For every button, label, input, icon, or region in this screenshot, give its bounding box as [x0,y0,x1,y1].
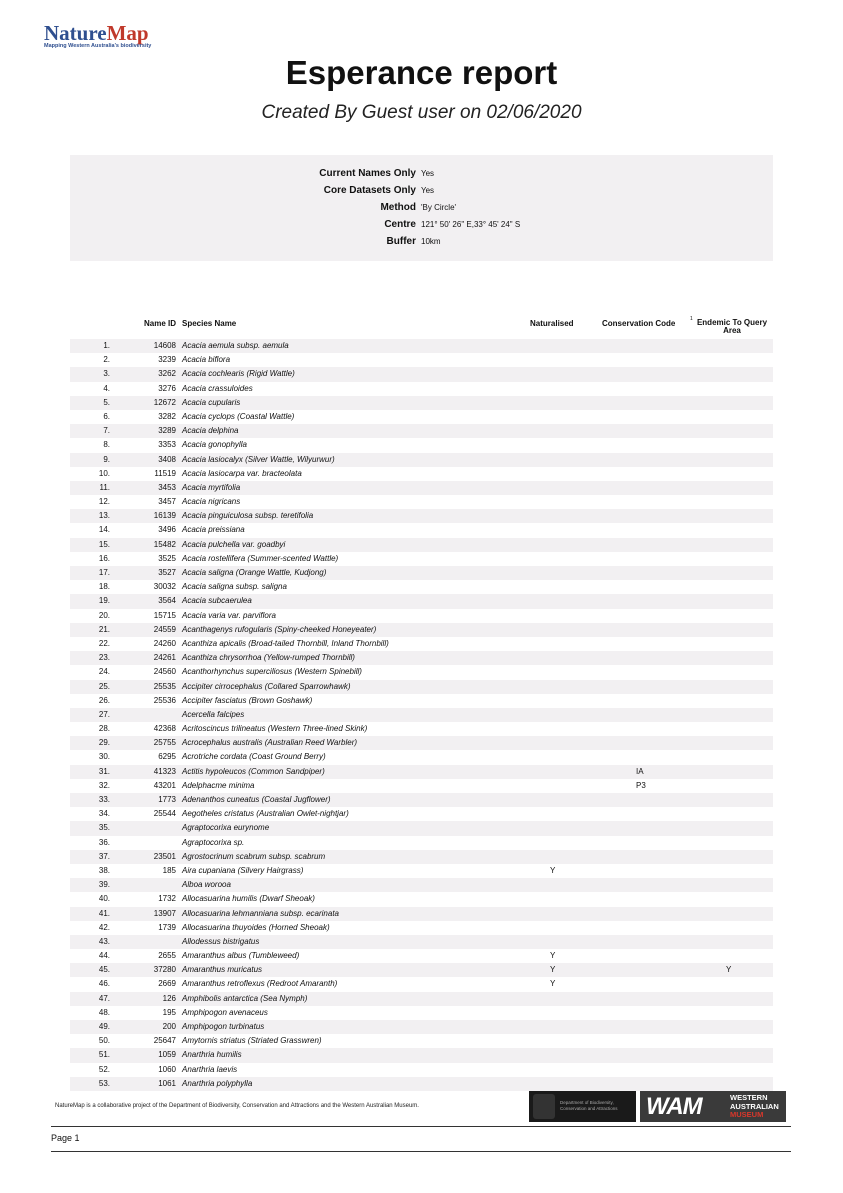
table-row [70,665,773,679]
row-number: 36. [98,837,110,847]
row-species-name: Allocasuarina lehmanniana subsp. ecarinata [182,908,339,918]
table-row [70,594,773,608]
row-number: 37. [98,851,110,861]
row-name-id: 41323 [153,766,176,776]
row-name-id: 23501 [153,851,176,861]
row-name-id: 3262 [158,369,176,379]
row-number: 12. [98,497,110,507]
row-species-name: Acrotriche cordata (Coast Ground Berry) [182,752,326,762]
wam-logo [640,1091,786,1122]
row-species-name: Accipiter cirrocephalus (Collared Sparrowhawk) [182,681,351,691]
table-row [70,850,773,864]
dbca-logo [529,1091,636,1122]
row-species-name: Amphipogon turbinatus [182,1022,265,1031]
row-species-name: Acanthiza apicalis (Broad-tailed Thornbill, Inland Thornbill) [182,638,389,648]
row-number: 50. [98,1036,110,1046]
row-species-name: Agraptocorixa sp. [182,837,245,847]
row-species-name: Accipiter fasciatus (Brown Goshawk) [182,695,313,705]
row-species-name: Acacia gonophylla [182,440,247,450]
row-species-name: Acacia preissiana [182,525,245,535]
table-row [70,949,773,963]
param-label: Current Names Only [319,168,416,179]
table-row [70,722,773,736]
row-number: 51. [98,1050,110,1060]
table-row [70,467,773,481]
report-subtitle: Created By Guest user on 02/06/2020 [261,102,582,123]
table-row [70,566,773,580]
row-number: 16. [98,553,110,563]
table-row [70,935,773,949]
dbca-text-1: Department of Biodiversity, [560,1100,614,1105]
row-species-name: Adelphacme minima [182,780,255,790]
row-name-id: 3276 [158,383,176,393]
param-core-datasets [70,185,773,202]
page-number: Page 1 [51,1133,80,1143]
row-number: 39. [98,880,110,890]
row-number: 52. [98,1064,110,1074]
row-number: 22. [98,638,110,648]
row-number: 49. [98,1022,110,1031]
table-row [70,623,773,637]
species-table [70,339,773,1091]
row-species-name: Acacia rostellifera (Summer-scented Wattle) [182,553,339,563]
row-name-id: 1061 [158,1078,176,1088]
row-number: 2. [103,355,110,365]
table-row [70,736,773,750]
row-name-id: 2669 [158,979,176,989]
table-row [70,424,773,438]
table-row [70,1034,773,1048]
row-number: 41. [98,908,110,918]
param-value: 10km [421,237,441,246]
row-number: 13. [98,511,110,521]
row-number: 4. [103,383,110,393]
row-number: 42. [98,922,110,932]
row-number: 21. [98,624,110,634]
row-number: 30. [98,752,110,762]
row-name-id: 3289 [158,426,176,436]
row-name-id: 25535 [153,681,176,691]
row-species-name: Agrostocrinum scabrum subsp. scabrum [182,851,326,861]
row-name-id: 12672 [153,397,176,407]
table-row [70,836,773,850]
table-row [70,382,773,396]
row-species-name: Acacia nigricans [182,497,241,507]
row-number: 15. [98,539,110,549]
row-name-id: 3525 [158,553,176,563]
table-row [70,552,773,566]
row-species-name: Agraptocorixa eurynome [182,823,270,833]
row-name-id: 126 [162,993,176,1003]
row-name-id: 24261 [153,653,176,663]
row-number: 10. [98,468,110,478]
table-row [70,750,773,764]
row-species-name: Acacia saligna (Orange Wattle, Kudjong) [182,568,327,577]
row-name-id: 3453 [158,482,176,492]
table-row [70,410,773,424]
row-number: 19. [98,596,110,606]
row-species-name: Aegotheles cristatus (Australian Owlet-nightjar) [182,809,349,819]
row-name-id: 1059 [158,1050,176,1060]
table-row [70,1006,773,1020]
wam-logo-mark: WAM [646,1093,702,1120]
row-name-id: 42368 [153,724,176,734]
wam-line2: AUSTRALIAN [730,1101,779,1111]
row-naturalised: Y [550,865,556,875]
logo-name-part2: Map [106,21,149,45]
dbca-text-2: Conservation and Attractions [560,1106,618,1111]
param-centre [70,219,773,236]
param-method [70,202,773,219]
param-label: Buffer [386,236,416,247]
row-species-name: Acacia pinguiculosa subsp. teretifolia [182,511,314,521]
row-species-name: Acacia myrtifolia [182,482,241,492]
table-header [0,316,843,341]
row-species-name: Adenanthos cuneatus (Coastal Jugflower) [182,795,331,804]
row-number: 23. [98,653,110,663]
row-number: 17. [98,568,110,577]
row-species-name: Amphibolis antarctica (Sea Nymph) [182,993,308,1003]
row-number: 7. [103,426,110,436]
row-name-id: 43201 [153,780,176,790]
row-species-name: Anarthria polyphylla [182,1078,253,1088]
param-value: 121° 50' 26" E,33° 45' 24" S [421,220,521,229]
row-number: 43. [98,936,110,946]
row-name-id: 3496 [158,525,176,535]
row-name-id: 16139 [153,511,176,521]
crest-icon [533,1094,555,1119]
header-conservation-code: Conservation Code [602,319,676,328]
table-row [70,353,773,367]
table-row [70,992,773,1006]
row-conservation-code: IA [636,766,644,776]
row-number: 18. [98,582,110,592]
row-number: 40. [98,894,110,904]
table-row [70,963,773,977]
row-number: 9. [103,454,110,464]
row-number: 24. [98,667,110,677]
logo-name-part1: Nature [44,21,107,45]
table-row [70,1063,773,1077]
row-name-id: 24559 [153,624,176,634]
row-number: 53. [98,1078,110,1088]
row-species-name: Acacia delphina [182,426,239,436]
row-number: 25. [98,681,110,691]
row-number: 44. [98,951,110,961]
header-species-name: Species Name [182,319,237,328]
row-number: 31. [98,766,110,776]
row-species-name: Allodessus bistrigatus [182,936,260,946]
table-row [70,651,773,665]
row-number: 29. [98,738,110,748]
row-species-name: Acacia cochlearis (Rigid Wattle) [182,369,295,379]
row-species-name: Aira cupaniana (Silvery Hairgrass) [182,865,304,875]
row-name-id: 25544 [153,809,176,819]
row-name-id: 1732 [158,894,176,904]
row-species-name: Allocasuarina humilis (Dwarf Sheoak) [182,894,315,904]
table-row [70,821,773,835]
table-row [70,708,773,722]
row-species-name: Acrocephalus australis (Australian Reed Warbler) [182,738,358,748]
row-endemic: Y [726,965,732,975]
row-name-id: 3239 [158,355,176,365]
row-species-name: Acacia pulchella var. goadbyi [182,539,286,549]
table-row [70,1077,773,1091]
row-species-name: Amphipogon avenaceus [182,1007,268,1017]
row-species-name: Amaranthus albus (Tumbleweed) [182,951,300,961]
table-row [70,694,773,708]
report-parameters [70,155,773,261]
table-row [70,793,773,807]
row-species-name: Alboa worooa [182,880,231,890]
row-species-name: Amaranthus retroflexus (Redroot Amaranth) [182,979,338,989]
row-name-id: 3564 [158,596,176,606]
row-name-id: 200 [162,1022,176,1031]
row-species-name: Acacia cyclops (Coastal Wattle) [182,411,295,421]
row-species-name: Acacia varia var. parviflora [182,610,276,620]
row-species-name: Acacia crassuloides [182,383,253,393]
footer-credit: NatureMap is a collaborative project of the Department of Biodiversity, Conservation and Attractions and the Western Australian Museum. [55,1103,419,1109]
table-row [70,864,773,878]
table-row [70,495,773,509]
row-number: 32. [98,780,110,790]
row-name-id: 25755 [153,738,176,748]
table-row [70,367,773,381]
table-row [70,523,773,537]
row-species-name: Acercella falcipes [182,709,245,719]
row-name-id: 3408 [158,454,176,464]
table-row [70,438,773,452]
row-species-name: Amytornis striatus (Striated Grasswren) [182,1036,322,1046]
row-number: 45. [98,965,110,975]
row-naturalised: Y [550,951,556,961]
table-row [70,680,773,694]
row-number: 3. [103,369,110,379]
table-row [70,339,773,353]
table-row [70,878,773,892]
param-value: Yes [421,186,435,195]
row-species-name: Actitis hypoleucos (Common Sandpiper) [182,766,325,776]
row-name-id: 14608 [153,341,176,350]
param-value: Yes [421,169,435,178]
row-species-name: Acacia lasiocarpa var. bracteolata [182,468,302,478]
param-current-names [70,168,773,185]
page-bottom-rule [51,1151,791,1152]
table-row [70,538,773,552]
row-name-id: 3457 [158,497,176,507]
footer-divider [51,1126,791,1127]
row-name-id: 15715 [153,610,176,620]
row-species-name: Acacia cupularis [182,397,241,407]
row-name-id: 30032 [153,582,176,592]
table-row [70,481,773,495]
row-name-id: 3353 [158,440,176,450]
naturemap-logo [44,22,151,49]
table-row [70,892,773,906]
row-species-name: Allocasuarina thuyoides (Horned Sheoak) [182,922,330,932]
row-species-name: Acanthiza chrysorrhoa (Yellow-rumped Thornbill) [182,653,355,663]
table-row [70,637,773,651]
table-row [70,1048,773,1062]
row-number: 46. [98,979,110,989]
row-species-name: Acacia aemula subsp. aemula [182,341,289,350]
row-species-name: Anarthria humilis [182,1050,242,1060]
row-number: 1. [103,341,110,350]
table-row [70,977,773,991]
row-name-id: 13907 [153,908,176,918]
table-row [70,765,773,779]
row-name-id: 1739 [158,922,176,932]
row-number: 34. [98,809,110,819]
row-naturalised: Y [550,979,556,989]
row-name-id: 185 [162,865,176,875]
header-endemic: Endemic To Query Area [696,318,768,335]
header-endemic-superscript: 1 [690,316,693,322]
row-name-id: 15482 [153,539,176,549]
wam-line3: MUSEUM [730,1110,764,1119]
row-number: 33. [98,795,110,804]
row-naturalised: Y [550,965,556,975]
row-number: 35. [98,823,110,833]
row-number: 28. [98,724,110,734]
row-name-id: 1060 [158,1064,176,1074]
row-species-name: Amaranthus muricatus [182,965,263,975]
row-name-id: 195 [162,1007,176,1017]
row-name-id: 3282 [158,411,176,421]
param-buffer [70,236,773,253]
table-row [70,779,773,793]
row-number: 27. [98,709,110,719]
row-species-name: Acanthorhynchus superciliosus (Western Spinebill) [182,667,362,677]
row-name-id: 24260 [153,638,176,648]
row-number: 14. [98,525,110,535]
row-number: 6. [103,411,110,421]
row-name-id: 25536 [153,695,176,705]
param-value: 'By Circle' [421,203,457,212]
table-row [70,1020,773,1034]
table-row [70,907,773,921]
wam-line1: WESTERN [730,1093,768,1102]
row-name-id: 24560 [153,667,176,677]
table-row [70,807,773,821]
row-number: 20. [98,610,110,620]
row-name-id: 1773 [158,795,176,804]
table-row [70,396,773,410]
logo-tagline: Mapping Western Australia's biodiversity [44,43,152,49]
row-species-name: Acacia saligna subsp. saligna [182,582,287,592]
row-number: 5. [103,397,110,407]
row-species-name: Anarthria laevis [182,1064,238,1074]
row-number: 47. [98,993,110,1003]
table-row [70,580,773,594]
row-conservation-code: P3 [636,780,646,790]
row-number: 26. [98,695,110,705]
report-title: Esperance report [285,54,558,91]
row-name-id: 2655 [158,951,176,961]
param-label: Core Datasets Only [323,185,416,196]
table-row [70,921,773,935]
row-species-name: Acacia lasiocalyx (Silver Wattle, Wilyurwur) [182,454,335,464]
row-species-name: Acacia subcaerulea [182,596,252,606]
row-number: 38. [98,865,110,875]
row-species-name: Acacia biflora [182,355,231,365]
row-number: 8. [103,440,110,450]
row-name-id: 3527 [158,568,176,577]
row-name-id: 25647 [153,1036,176,1046]
header-naturalised: Naturalised [530,319,574,328]
table-row [70,453,773,467]
header-name-id: Name ID [143,319,176,328]
row-name-id: 37280 [153,965,176,975]
row-species-name: Acanthagenys rufogularis (Spiny-cheeked Honeyeater) [182,624,377,634]
row-number: 48. [98,1007,110,1017]
table-row [70,609,773,623]
row-name-id: 6295 [158,752,176,762]
row-name-id: 11519 [154,468,176,478]
param-label: Centre [384,219,416,230]
param-label: Method [380,202,416,213]
row-species-name: Acritoscincus trilineatus (Western Three-lined Skink) [182,724,368,734]
row-number: 11. [99,482,110,492]
table-row [70,509,773,523]
